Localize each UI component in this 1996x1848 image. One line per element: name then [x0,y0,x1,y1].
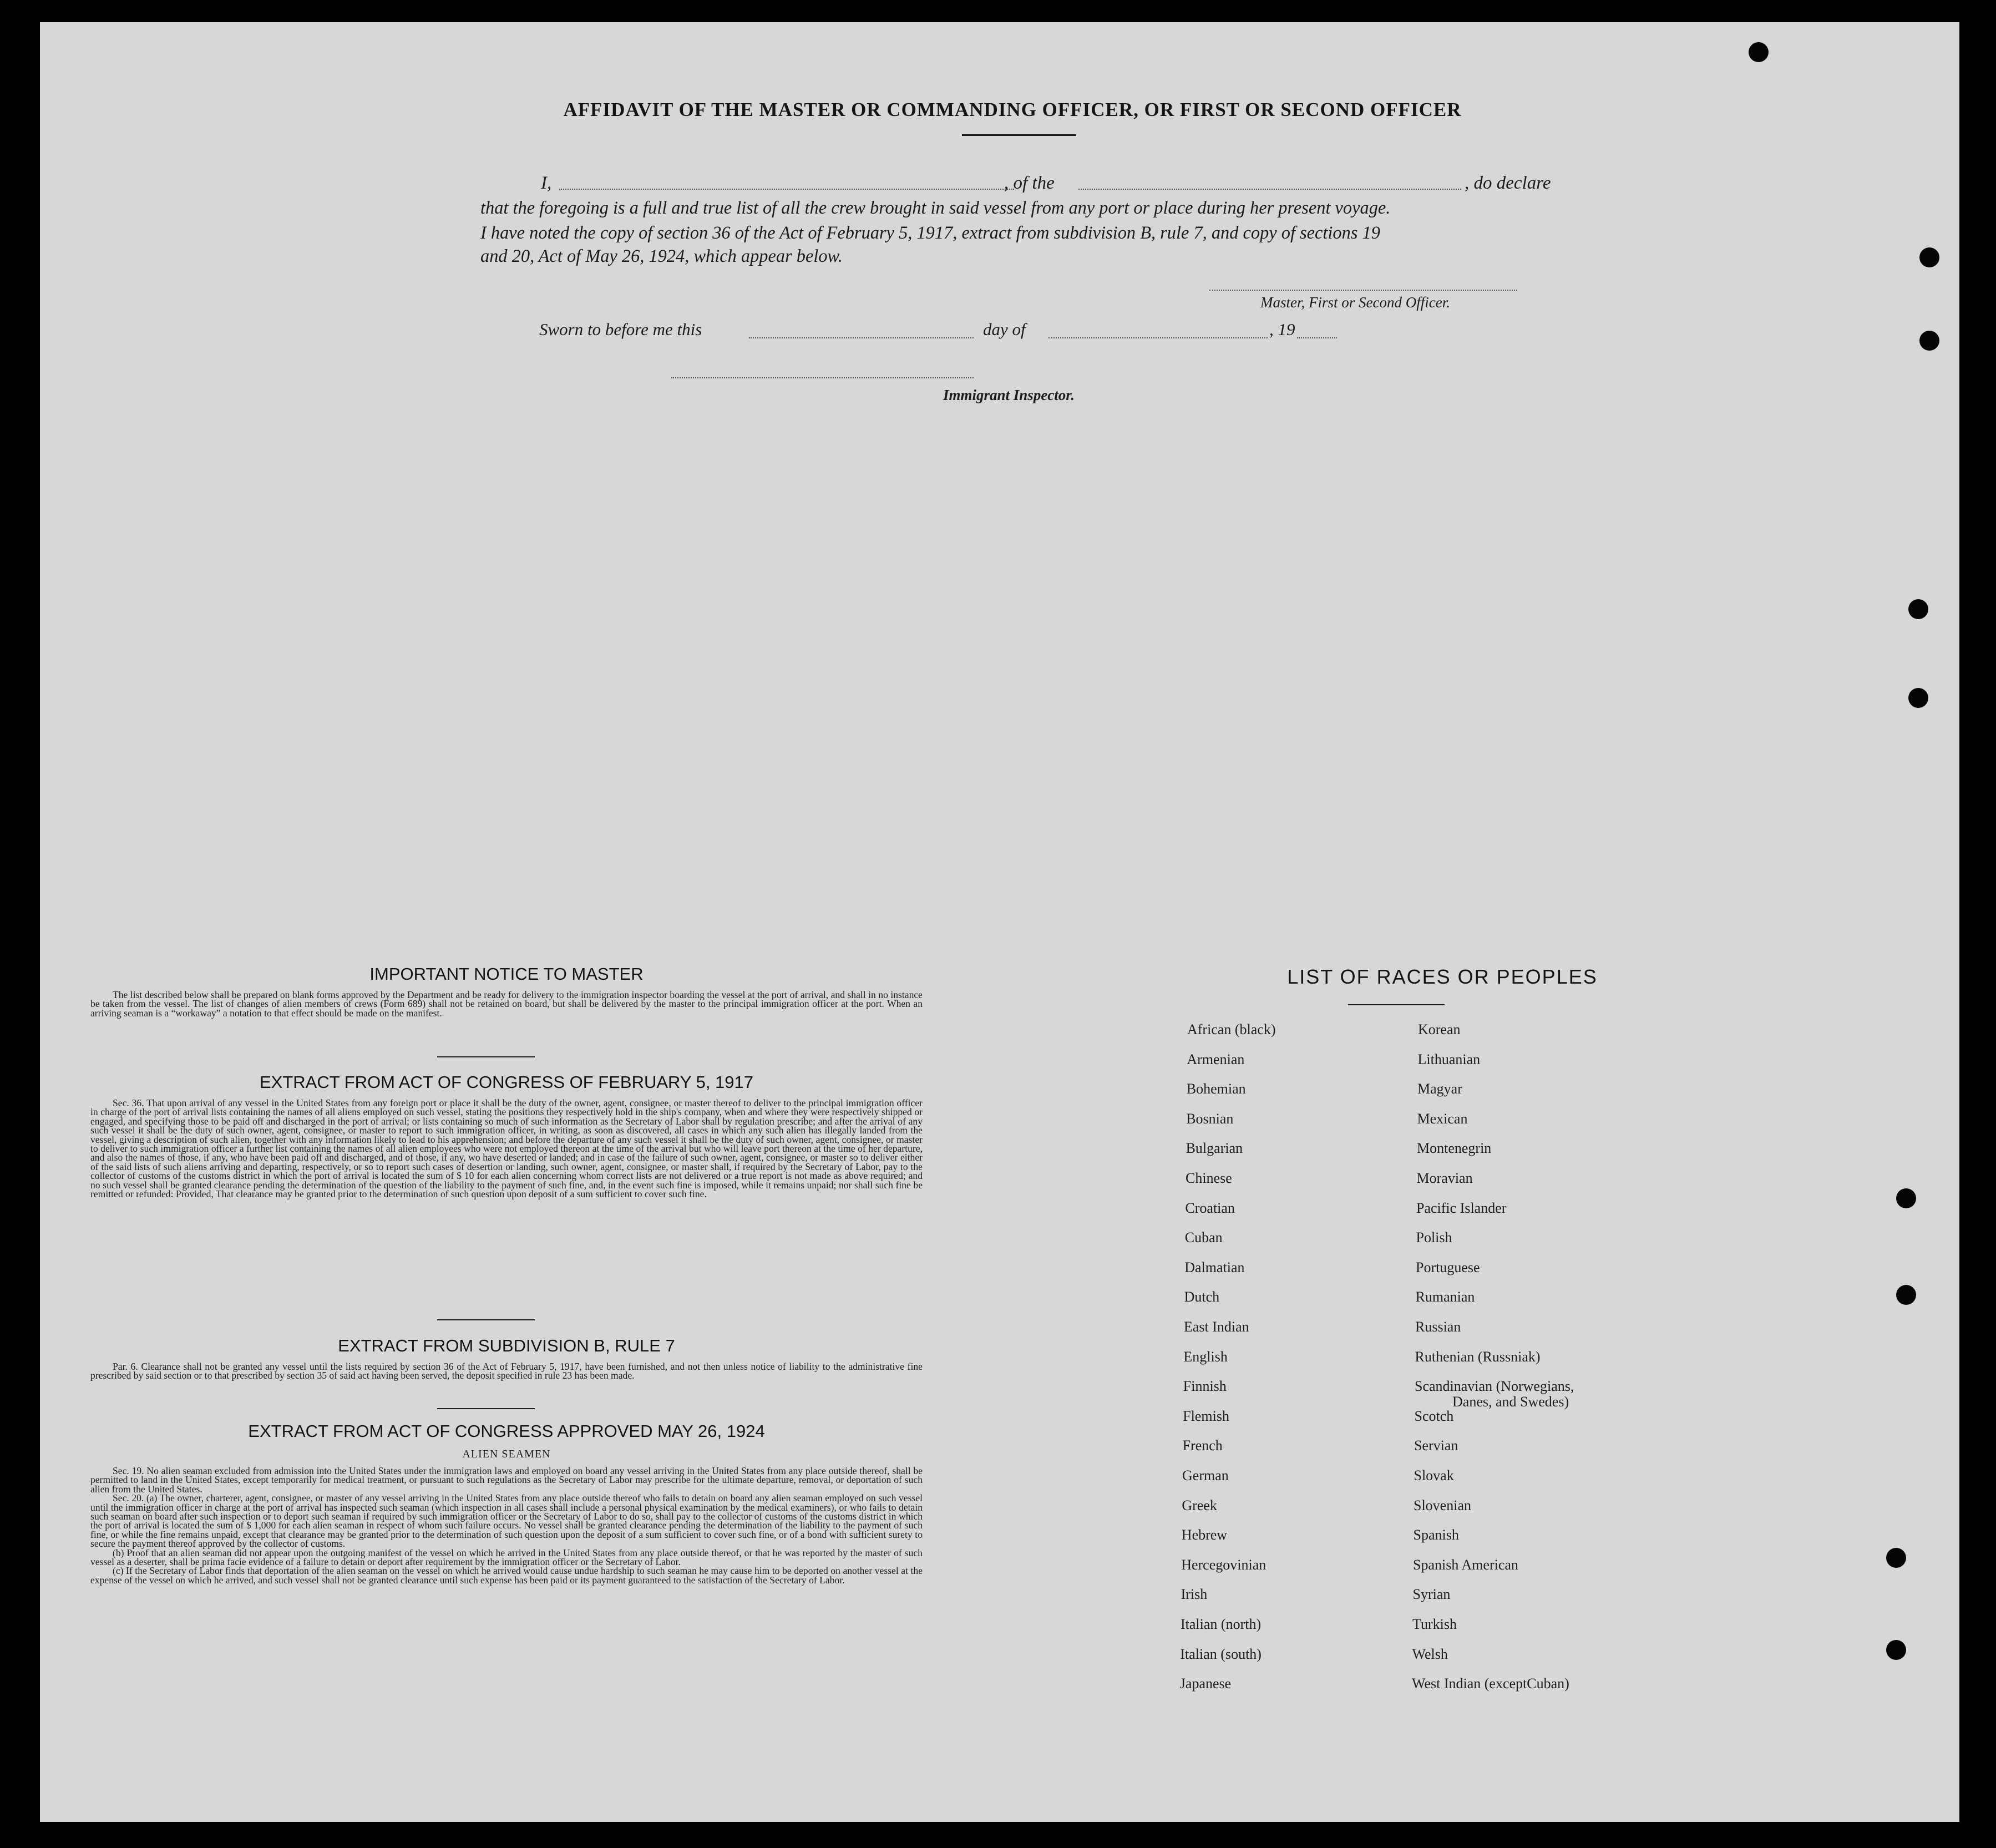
race-item: Japanese [1179,1675,1232,1692]
race-item: German [1182,1467,1229,1484]
race-item: Italian (north) [1181,1616,1262,1632]
race-item: Hebrew [1181,1527,1228,1543]
do-declare-label: , do declare [1465,173,1551,193]
sec-20c-paragraph: (c) If the Secretary of Labor finds that deportation of the alien seaman on the vessel on which he arrived would cause undue hardship to such seaman he may cause him to be deported on another vessel at the expense of the vessel on which he arrived, and such vessel shall not be granted clearance until such expense has been paid or its payment guaranteed to the satisfaction of the Secretary of Labor. [90,1565,923,1586]
title-underline [962,134,1076,136]
race-item-continuation: Danes, and Swedes) [1452,1394,1569,1410]
sworn-year-field[interactable] [1297,337,1337,338]
extract-rule7-title: EXTRACT FROM SUBDIVISION B, RULE 7 [338,1336,675,1355]
sworn-month-field[interactable] [1048,337,1268,338]
race-item: Dutch [1184,1289,1220,1305]
officer-signature-field[interactable] [1209,290,1517,291]
sec-20b-paragraph: (b) Proof that an alien seaman did not appear upon the outgoing manifest of the vessel on which he arrived in the United States from any place outside thereof, or that he was reported by the master of such vessel as a deserter, shall be prima facie evidence of a failure to detain or deport after requirement by the immigration officer or the Secretary of Labor. [90,1547,923,1568]
extract-1924-text [90,1466,923,1584]
i-label: I, [541,173,552,193]
divider [437,1408,535,1409]
race-item: Hercegovinian [1181,1556,1267,1573]
declaration-line-3: and 20, Act of May 26, 1924, which appear below. [480,246,843,266]
race-item: Lithuanian [1417,1051,1481,1067]
race-item: Scotch [1414,1407,1454,1424]
races-title-underline [1348,1004,1445,1005]
punch-hole [1919,247,1939,267]
race-item: Montenegrin [1417,1140,1492,1157]
race-item: Slovenian [1414,1497,1471,1513]
race-item: African (black) [1187,1021,1276,1037]
race-item: West Indian (exceptCuban) [1412,1675,1569,1692]
race-item: East Indian [1184,1319,1249,1335]
race-item: French [1182,1437,1223,1454]
day-of-label: day of [983,320,1026,339]
sec-19-paragraph: Sec. 19. No alien seaman excluded from admission into the United States under the immigration laws and employed on board any vessel arriving in the United States from any place outside thereof, shall be permitted to land in the United States, except temporarily for medical treatment, or pursuant to such regulations as the Secretary of Labor may prescribe for the ultimate departure, removal, or deportation of such alien from the United States. [90,1465,923,1495]
race-item: Armenian [1187,1051,1245,1067]
race-item: Chinese [1186,1170,1232,1186]
race-item: Pacific Islander [1416,1199,1507,1216]
extract-1917-title: EXTRACT FROM ACT OF CONGRESS OF FEBRUARY 5, 1917 [259,1072,754,1092]
declaration-line-1: that the foregoing is a full and true list of all the crew brought in said vessel from any port or place during her present voyage. [480,198,1391,218]
of-the-label: , of the [1004,173,1055,193]
sworn-day-field[interactable] [749,337,974,338]
race-item: Cuban [1184,1229,1223,1246]
race-item: Welsh [1412,1646,1448,1662]
race-item: Irish [1181,1586,1208,1603]
race-item: Servian [1414,1437,1458,1454]
race-item: Bohemian [1186,1081,1246,1097]
notice-text: The list described below shall be prepared on blank forms approved by the Department and be ready for delivery to the immigration inspector boarding the vessel at the port of arrival, and shall in no instance be taken from the vessel. The list of changes of alien members of crews (Form 689) shall not be retained on board, but shall be delivered by the master to the principal immigration officer at the port. When an arriving seaman is a “workaway” a notation to that effect should be made on the manifest. [90,989,923,1019]
race-item: Ruthenian (Russniak) [1415,1348,1541,1365]
affidavit-title: AFFIDAVIT OF THE MASTER OR COMMANDING OFFICER, OR FIRST OR SECOND OFFICER [563,99,1462,120]
punch-hole [1896,1285,1916,1305]
race-item: Bulgarian [1186,1140,1243,1157]
punch-hole [1919,331,1939,351]
race-item: Mexican [1417,1110,1468,1127]
race-item: Korean [1418,1021,1461,1037]
extract-1924-subtitle: ALIEN SEAMEN [462,1448,551,1460]
punch-hole [1908,688,1928,708]
race-item: Portuguese [1416,1259,1480,1275]
punch-hole [1886,1548,1906,1568]
divider [437,1319,535,1320]
punch-hole [1908,599,1928,619]
name-field[interactable] [559,189,1014,190]
notice-title: IMPORTANT NOTICE TO MASTER [369,964,644,984]
race-item: Polish [1416,1229,1452,1246]
inspector-signature-field[interactable] [671,377,974,378]
extract-rule7-text: Par. 6. Clearance shall not be granted any vessel until the lists required by section 36 of the Act of February 5, 1917, have been furnished, and not then unless notice of liability to the administrative fine prescribed by said section or to that prescribed by section 35 of said act having been served, the deposit specified in rule 23 has been made. [90,1361,923,1381]
punch-hole [1749,42,1769,62]
punch-hole [1886,1640,1906,1660]
race-item: Rumanian [1415,1289,1475,1305]
extract-1924-title: EXTRACT FROM ACT OF CONGRESS APPROVED MAY 26, 1924 [248,1421,765,1441]
year-label: , 19 [1269,320,1295,339]
race-item: Greek [1182,1497,1217,1513]
officer-signature-label: Master, First or Second Officer. [1260,294,1450,311]
sworn-label: Sworn to before me this [539,320,702,339]
race-item: Magyar [1417,1081,1462,1097]
divider [437,1056,535,1057]
race-item: Flemish [1183,1407,1229,1424]
race-item: Russian [1415,1319,1461,1335]
race-item: Scandinavian (Norwegians, [1415,1378,1574,1395]
race-item: English [1183,1348,1228,1365]
declaration-line-2: I have noted the copy of section 36 of the Act of February 5, 1917, extract from subdivision B, rule 7, and copy of sections 19 [480,223,1380,243]
inspector-label: Immigrant Inspector. [943,387,1075,403]
race-item: Finnish [1183,1378,1227,1395]
races-title: LIST OF RACES OR PEOPLES [1287,965,1598,988]
race-item: Slovak [1414,1467,1454,1484]
punch-hole [1896,1188,1916,1208]
race-item: Syrian [1412,1586,1451,1603]
extract-1917-text: Sec. 36. That upon arrival of any vessel in the United States from any foreign port or place it shall be the duty of the owner, agent, consignee, or master thereof to deliver to the principal immigration officer in charge of the port of arrival lists containing the names of all aliens employed on such vessel, stating the positions they respectively hold in the ship's company, when and where they were respectively shipped or engaged, and specifying those to be paid off and discharged in the port of arrival; or lists containing so much of such information as the Secretary of Labor shall by regulation prescribe; and after the arrival of any such vessel it shall be the duty of such owner, agent, consignee, or master to report to such immigration officer, in writing, as soon as discovered, all cases in which any such alien has illegally landed from the vessel, giving a description of such alien, together with any information likely to lead to his apprehension; and before the departure of any such vessel it shall be the duty of such owner, agent, consignee, or master to deliver to such immigration officer a further list containing the names of all alien employees who were not employed thereon at the time of the arrival but who will leave port thereon at the time of her departure, and also the names of those, if any, who have been paid off and discharged, and of those, if any, wo have deserted or landed; and in case of the failure of such owner, agent, consignee, or master so to deliver either of the said lists of such aliens arriving and departing, respectively, or so to report such cases of desertion or landing, such owner, agent, consignee, or master shall, if required by the Secretary of Labor, pay to the collector of customs of the customs district in which the port of arrival is located the sum of $ 10 for each alien concerning whom correct lists are not delivered or a true report is not made as above required; and no such vessel shall be granted clearance pending the determination of the question of the liability to the payment of such fine, and, in the event such fine is imposed, while it remains unpaid; nor shall such fine be remitted or refunded: Provided, That clearance may be granted prior to the determination of such question upon deposit of a sum sufficient to cover such fine. [90,1097,923,1200]
race-item: Croatian [1185,1199,1235,1216]
race-item: Italian (south) [1180,1646,1262,1662]
sec-20a-paragraph: Sec. 20. (a) The owner, charterer, agent, consignee, or master of any vessel arriving in the United States from any place outside thereof who fails to detain on board any alien seaman employed on such vessel until the immigration officer in charge at the port of arrival has inspected such seaman (which inspection in all cases shall include a personal physical examination by the medical examiners), or who fails to detain such seaman on board after such inspection or to deport such seaman if required by such immigration officer or the Secretary of Labor to do so, shall pay to the collector of customs of the customs district in which the port of arrival is located the sum of $ 1,000 for each alien seaman in respect of whom such failure occurs. No vessel shall be granted clearance pending the determination of the liability to the payment of such fine, or while the fine remains unpaid, except that clearance may be granted prior to the determination of such question upon the deposit of a sum sufficient to cover such fine, or of a bond with sufficient surety to secure the payment thereof approved by the collector of customs. [90,1492,923,1550]
race-item: Spanish [1413,1527,1459,1543]
vessel-field[interactable] [1078,189,1461,190]
race-item: Spanish American [1413,1556,1518,1573]
race-item: Dalmatian [1184,1259,1245,1275]
race-item: Bosnian [1186,1110,1234,1127]
race-item: Moravian [1416,1170,1473,1186]
race-item: Turkish [1412,1616,1457,1632]
